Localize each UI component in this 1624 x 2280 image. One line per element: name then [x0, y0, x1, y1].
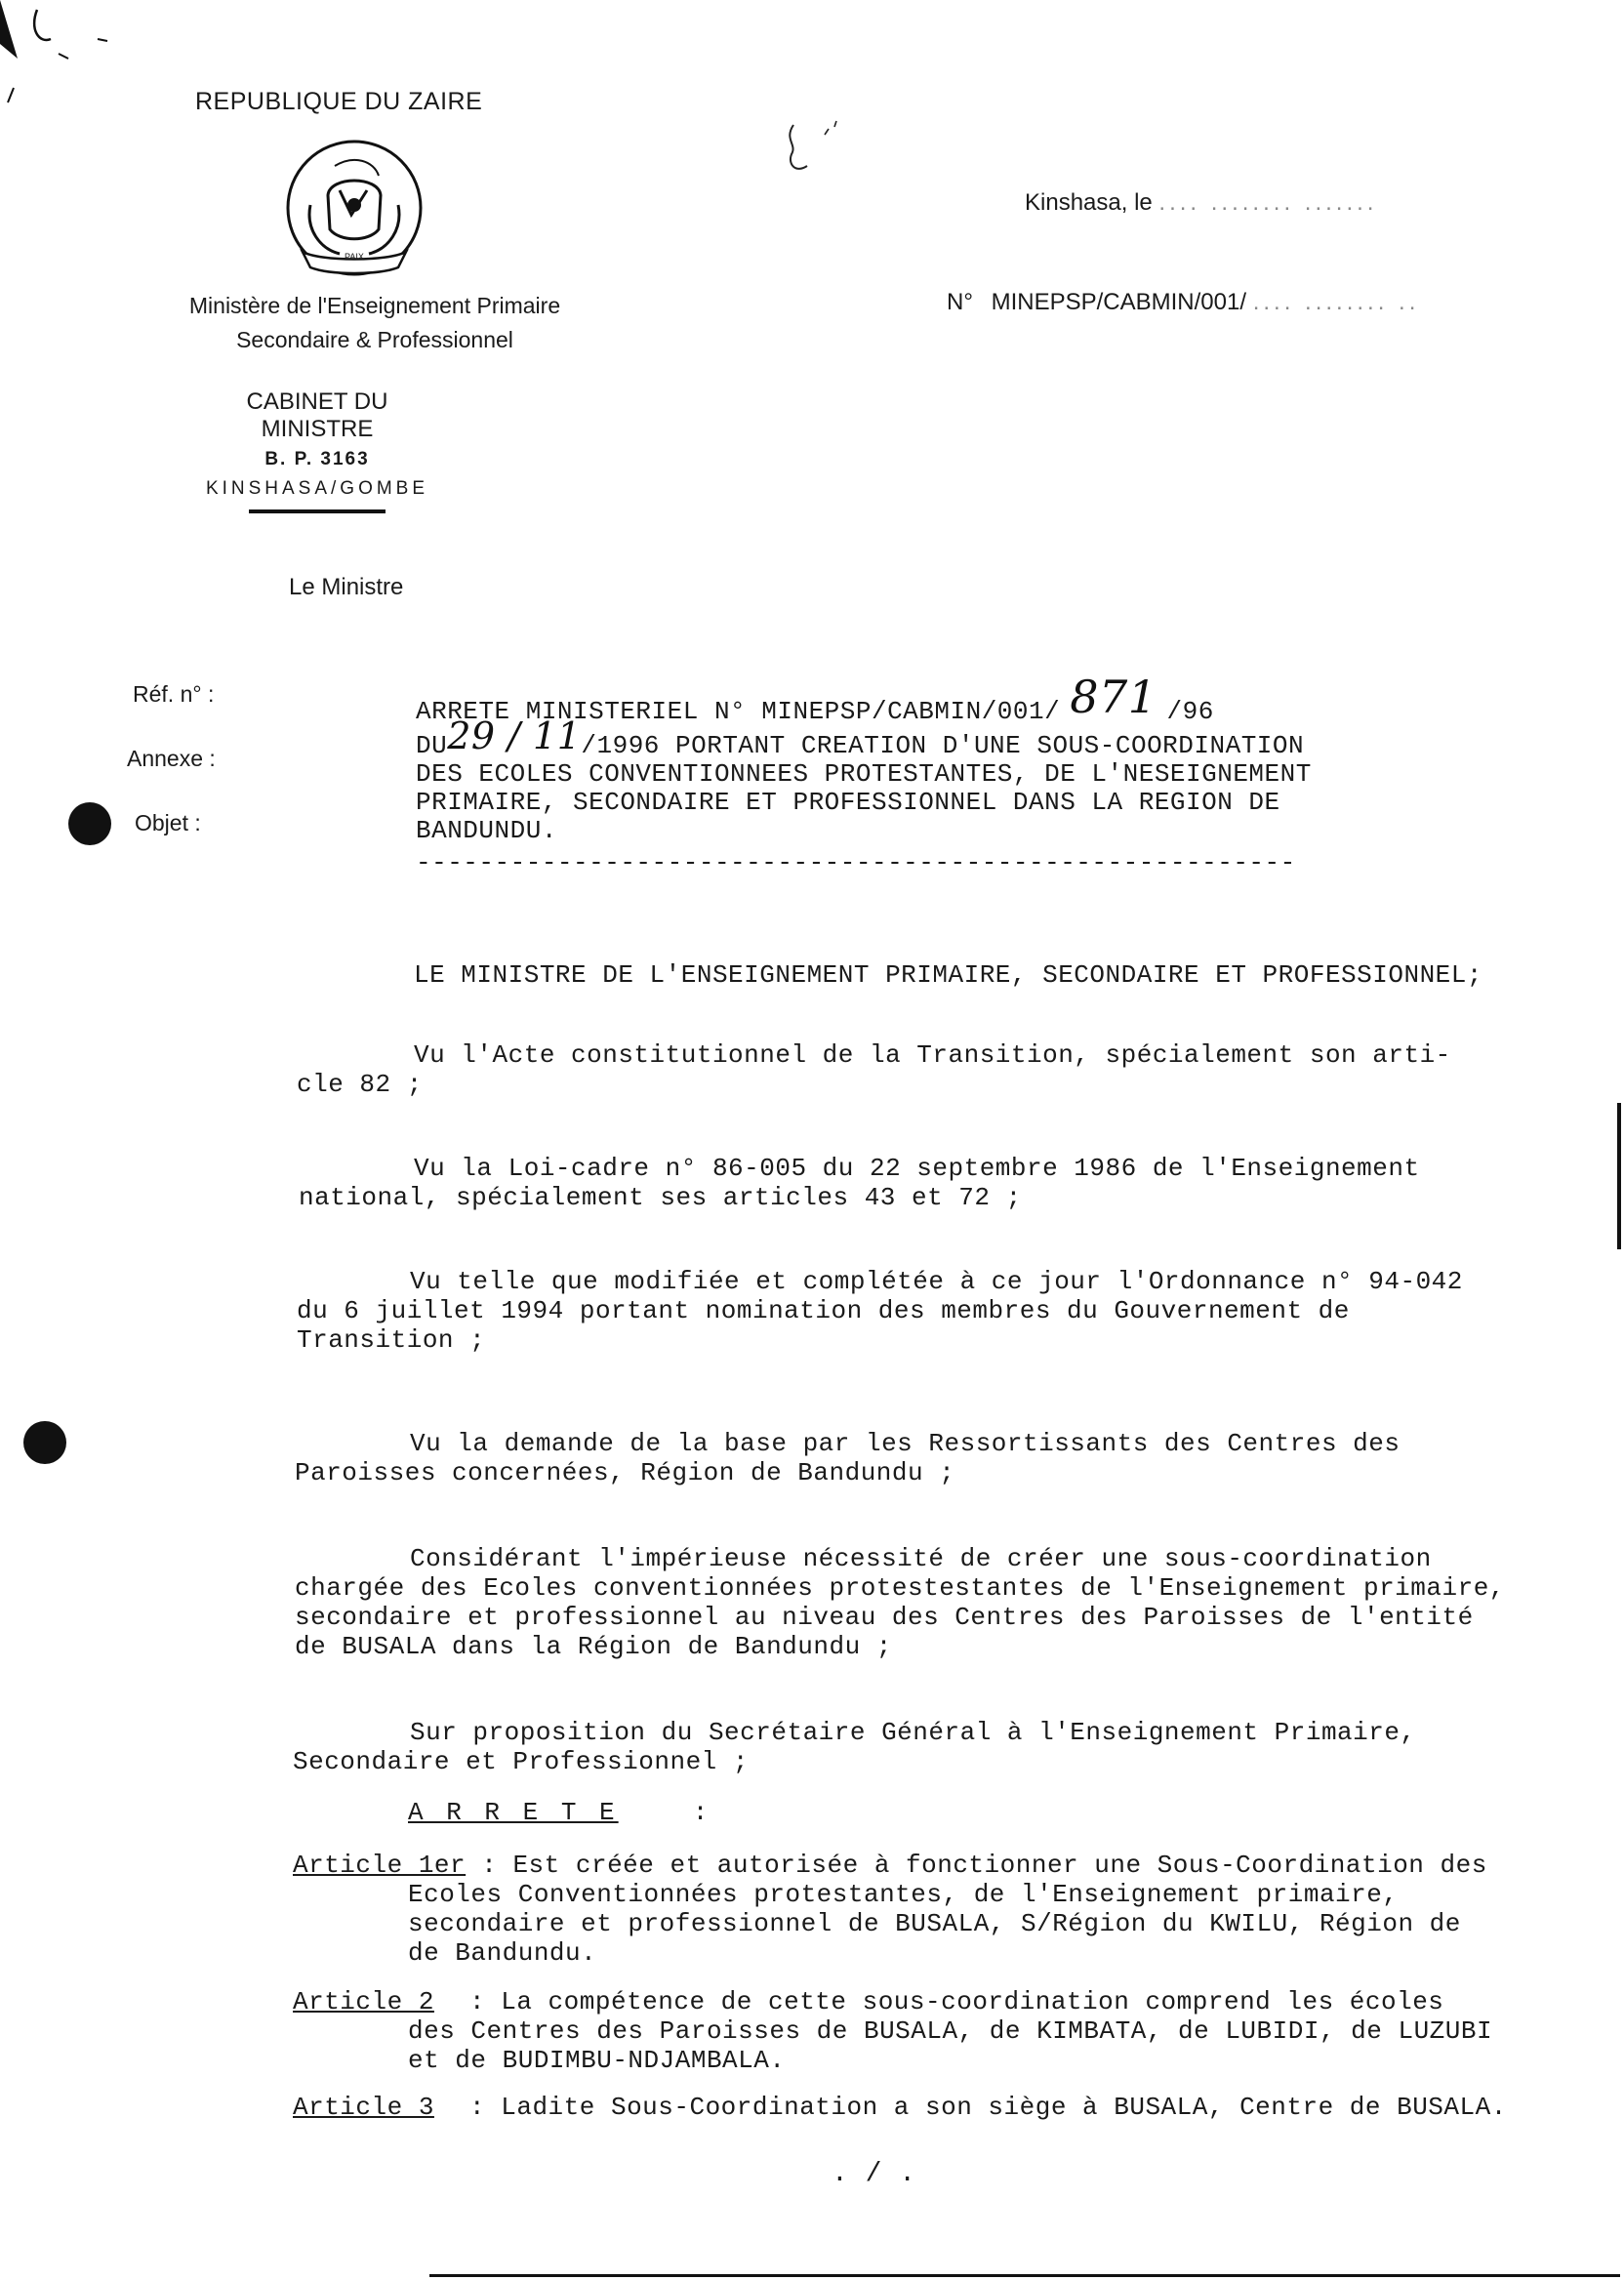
- republic-title: REPUBLIQUE DU ZAIRE: [195, 88, 483, 115]
- considerant-ordinance: Vu telle que modifiée et complétée à ce jour l'Ordonnance n° 94-042 du 6 juillet 1994 portant nomination des membres du Gouvernement de Transition ;: [297, 1267, 1463, 1355]
- article-label: Article 3: [293, 2093, 434, 2122]
- emblem-motto: PAIX: [345, 252, 364, 262]
- ref-label: Réf. n° :: [133, 681, 215, 707]
- considerant-law: Vu la Loi-cadre n° 86-005 du 22 septembre 1986 de l'Enseignement national, spécialement ses articles 43 et 72 ;: [299, 1154, 1420, 1212]
- punch-hole: [68, 802, 111, 845]
- arrete-heading: A R R E T E :: [408, 1798, 709, 1827]
- object-line-1: ARRETE MINISTERIEL N° MINEPSP/CABMIN/001/ 871 /96: [416, 671, 1214, 726]
- considerant-request: Vu la demande de la base par les Ressortissants des Centres des Paroisses concernées, Région de Bandundu ;: [295, 1429, 1401, 1487]
- article-label: Article 1er: [293, 1851, 467, 1880]
- reference-prefix: N°: [947, 289, 973, 315]
- article-2: Article 2 : La compétence de cette sous-coordination comprend les écoles des Centres des Paroisses de BUSALA, de KIMBATA, de LUBIDI, de LUZUBI et de BUDIMBU-NDJAMBALA.: [293, 1987, 1493, 2075]
- reference-number: [947, 289, 1419, 316]
- preamble: LE MINISTRE DE L'ENSEIGNEMENT PRIMAIRE, SECONDAIRE ET PROFESSIONNEL;: [414, 960, 1482, 990]
- considerant-act: Vu l'Acte constitutionnel de la Transition, spécialement son arti- cle 82 ;: [297, 1040, 1451, 1099]
- annexe-label: Annexe :: [127, 746, 216, 771]
- dateline-label: Kinshasa, le: [1025, 189, 1153, 216]
- cabinet-block: [195, 388, 439, 513]
- object-line-4: PRIMAIRE, SECONDAIRE ET PROFESSIONNEL DANS LA REGION DE: [416, 788, 1280, 817]
- continuation-mark: . / .: [832, 2159, 916, 2189]
- object-block: [416, 671, 1392, 877]
- date-blank: .... ........ .......: [1158, 189, 1378, 216]
- handwritten-date: 29 / 11: [447, 714, 582, 757]
- article-1: Article 1er : Est créée et autorisée à fonctionner une Sous-Coordination des Ecoles Conventionnées protestantes, de l'Enseignement primaire, secondaire et professionnel de BUSALA, S/Région du KWILU, Région de de Bandundu.: [293, 1851, 1487, 1968]
- object-line-5: BANDUNDU.: [416, 816, 557, 845]
- reference-blank: .... ........ ..: [1252, 289, 1420, 315]
- scan-edge-line: [429, 2274, 1620, 2277]
- dateline: [1025, 189, 1377, 217]
- punch-hole: [23, 1421, 66, 1464]
- reference-value: MINEPSP/CABMIN/001/: [991, 289, 1247, 315]
- ministry-name: [121, 289, 629, 357]
- considerant-necessity: Considérant l'impérieuse nécessité de créer une sous-coordination chargée des Ecoles conventionnées protestestantes de l'Enseignement primaire, secondaire et professionnel au niveau des Centres des Paroisses de l'entité de BUSALA dans la Région de Bandundu ;: [295, 1544, 1505, 1661]
- article-3: Article 3 : Ladite Sous-Coordination a son siège à BUSALA, Centre de BUSALA.: [293, 2093, 1507, 2122]
- minister-title: Le Ministre: [289, 574, 404, 600]
- arrete-word: A R R E T E: [408, 1798, 619, 1827]
- cabinet-title: CABINET DU MINISTRE: [246, 388, 388, 442]
- city-underline: [249, 509, 386, 513]
- ministry-line-2: Secondaire & Professionnel: [236, 327, 513, 352]
- proposal: Sur proposition du Secrétaire Général à l'Enseignement Primaire, Secondaire et Professionnel ;: [293, 1718, 1416, 1776]
- object-line-2: DU29 / 11/1996 PORTANT CREATION D'UNE SOUS-COORDINATION: [416, 714, 1305, 760]
- city-line: KINSHASA/GOMBE: [205, 478, 429, 499]
- postal-box: B. P. 3163: [264, 449, 370, 469]
- handwritten-decree-number: 871: [1070, 671, 1157, 723]
- ministry-line-1: Ministère de l'Enseignement Primaire: [188, 293, 561, 318]
- article-label: Article 2: [293, 1987, 434, 2016]
- objet-label: Objet :: [135, 810, 201, 835]
- handwritten-mark: [776, 115, 864, 183]
- scan-edge-bar: [1617, 1103, 1621, 1249]
- object-line-3: DES ECOLES CONVENTIONNEES PROTESTANTES, DE L'NESEIGNEMENT: [416, 759, 1312, 789]
- corner-scribble: [0, 0, 137, 107]
- object-rule: --------------------------------------------------------: [416, 848, 1296, 877]
